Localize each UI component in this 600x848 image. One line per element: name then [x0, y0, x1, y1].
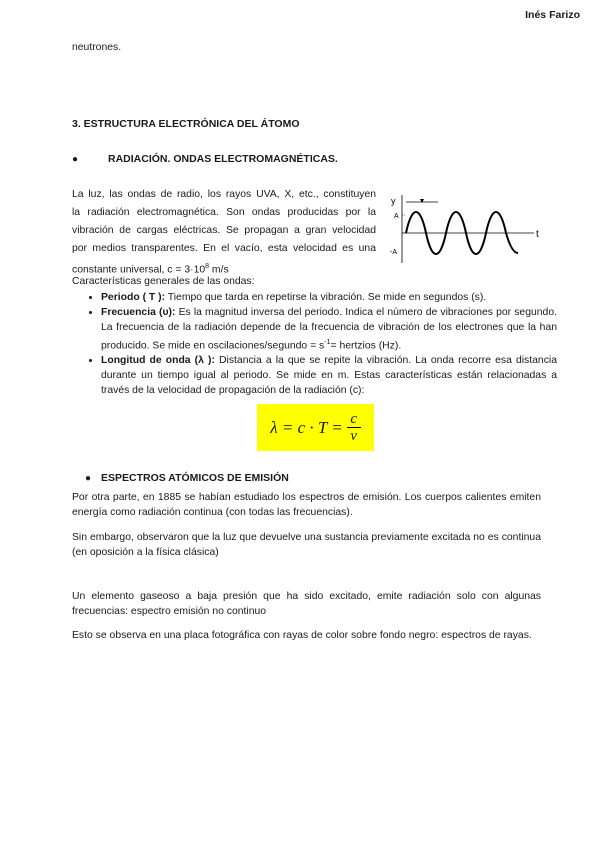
properties-list	[85, 290, 557, 398]
speed-text: constante universal, c = 3·10	[72, 264, 206, 276]
intro-line: vibración de cargas eléctricas. Se propagan a gran velocidad	[72, 225, 376, 236]
subsection-title-radiation: RADIACIÓN. ONDAS ELECTROMAGNÉTICAS.	[108, 153, 338, 165]
intro-line: por medios transparentes. En el vacío, esta velocidad es una	[72, 243, 376, 254]
definition-period: Tiempo que tarda en repetirse la vibración. Se mide en segundos (s).	[165, 292, 487, 303]
formula-numerator: c	[350, 411, 358, 427]
section-title: 3. ESTRUCTURA ELECTRÓNICA DEL ÁTOMO	[72, 118, 300, 130]
author-name: Inés Farizo	[525, 9, 580, 21]
paragraph-1: Por otra parte, en 1885 se habían estudiado los espectros de emisión. Los cuerpos calientes emiten energía como radiación continua (con todas las frecuencias).	[72, 492, 541, 518]
wave-diagram	[386, 191, 544, 267]
list-item-wavelength	[101, 353, 557, 398]
amplitude-neg-label: -A	[390, 249, 397, 256]
bullet-icon: ●	[85, 473, 92, 484]
definition-frequency-unit: = hertzios (Hz).	[330, 340, 402, 352]
t-axis-label: t	[536, 229, 539, 240]
speed-exponent: 8	[205, 263, 210, 270]
intro-paragraph	[72, 186, 376, 279]
list-item-period	[101, 290, 557, 305]
paragraph-2: Sin embargo, observaron que la luz que devuelve una sustancia previamente excitada no es continua (en oposición a la física clásica)	[72, 532, 541, 558]
list-item-frequency	[101, 305, 557, 353]
amplitude-pos-label: A	[394, 213, 399, 220]
formula-denominator: ν	[350, 428, 358, 444]
definition-wavelength: Distancia a la que se repite la vibración. La onda recorre esa distancia durante un tiempo igual al periodo. Se mide en m. Estas características están relacionadas a través de la velocidad de propagación de la radiación (c):	[101, 355, 557, 397]
bullet-icon: ●	[72, 154, 79, 165]
term-wavelength: Longitud de onda (λ ):	[101, 355, 215, 367]
y-axis-label: y	[391, 196, 396, 206]
period-arrow-icon	[420, 199, 424, 203]
paragraph-3: Un elemento gaseoso a baja presión que ha sido excitado, emite radiación solo con algunas frecuencias: espectro emisión no continuo	[72, 591, 541, 617]
intro-line: la radiación electromagnética. Son ondas producidas por la	[72, 207, 376, 218]
wavelength-formula	[257, 404, 374, 451]
frequency-exponent: -1	[324, 339, 331, 346]
characteristics-intro: Características generales de las ondas:	[72, 276, 255, 287]
definition-frequency: Es la magnitud inversa del periodo. Indica el número de vibraciones por segundo. La frecuencia de la radiación depende de la frecuencia de vibración de los electrones que la han producido. Se mide en oscilaciones/segundo = s	[101, 307, 557, 352]
paragraph-4: Esto se observa en una placa fotográfica con rayas de color sobre fondo negro: espectros de rayas.	[72, 630, 532, 641]
subsection-title-spectra: ESPECTROS ATÓMICOS DE EMISIÓN	[101, 472, 289, 484]
formula-lhs: λ = c · T =	[270, 418, 343, 437]
intro-line: La luz, las ondas de radio, los rayos UVA, X, etc., constituyen	[72, 189, 376, 200]
speed-unit: m/s	[209, 264, 229, 276]
formula-fraction	[347, 411, 361, 444]
term-frequency: Frecuencia (υ):	[101, 307, 176, 318]
continued-text: neutrones.	[72, 42, 122, 53]
term-period: Periodo ( T ):	[101, 292, 166, 303]
